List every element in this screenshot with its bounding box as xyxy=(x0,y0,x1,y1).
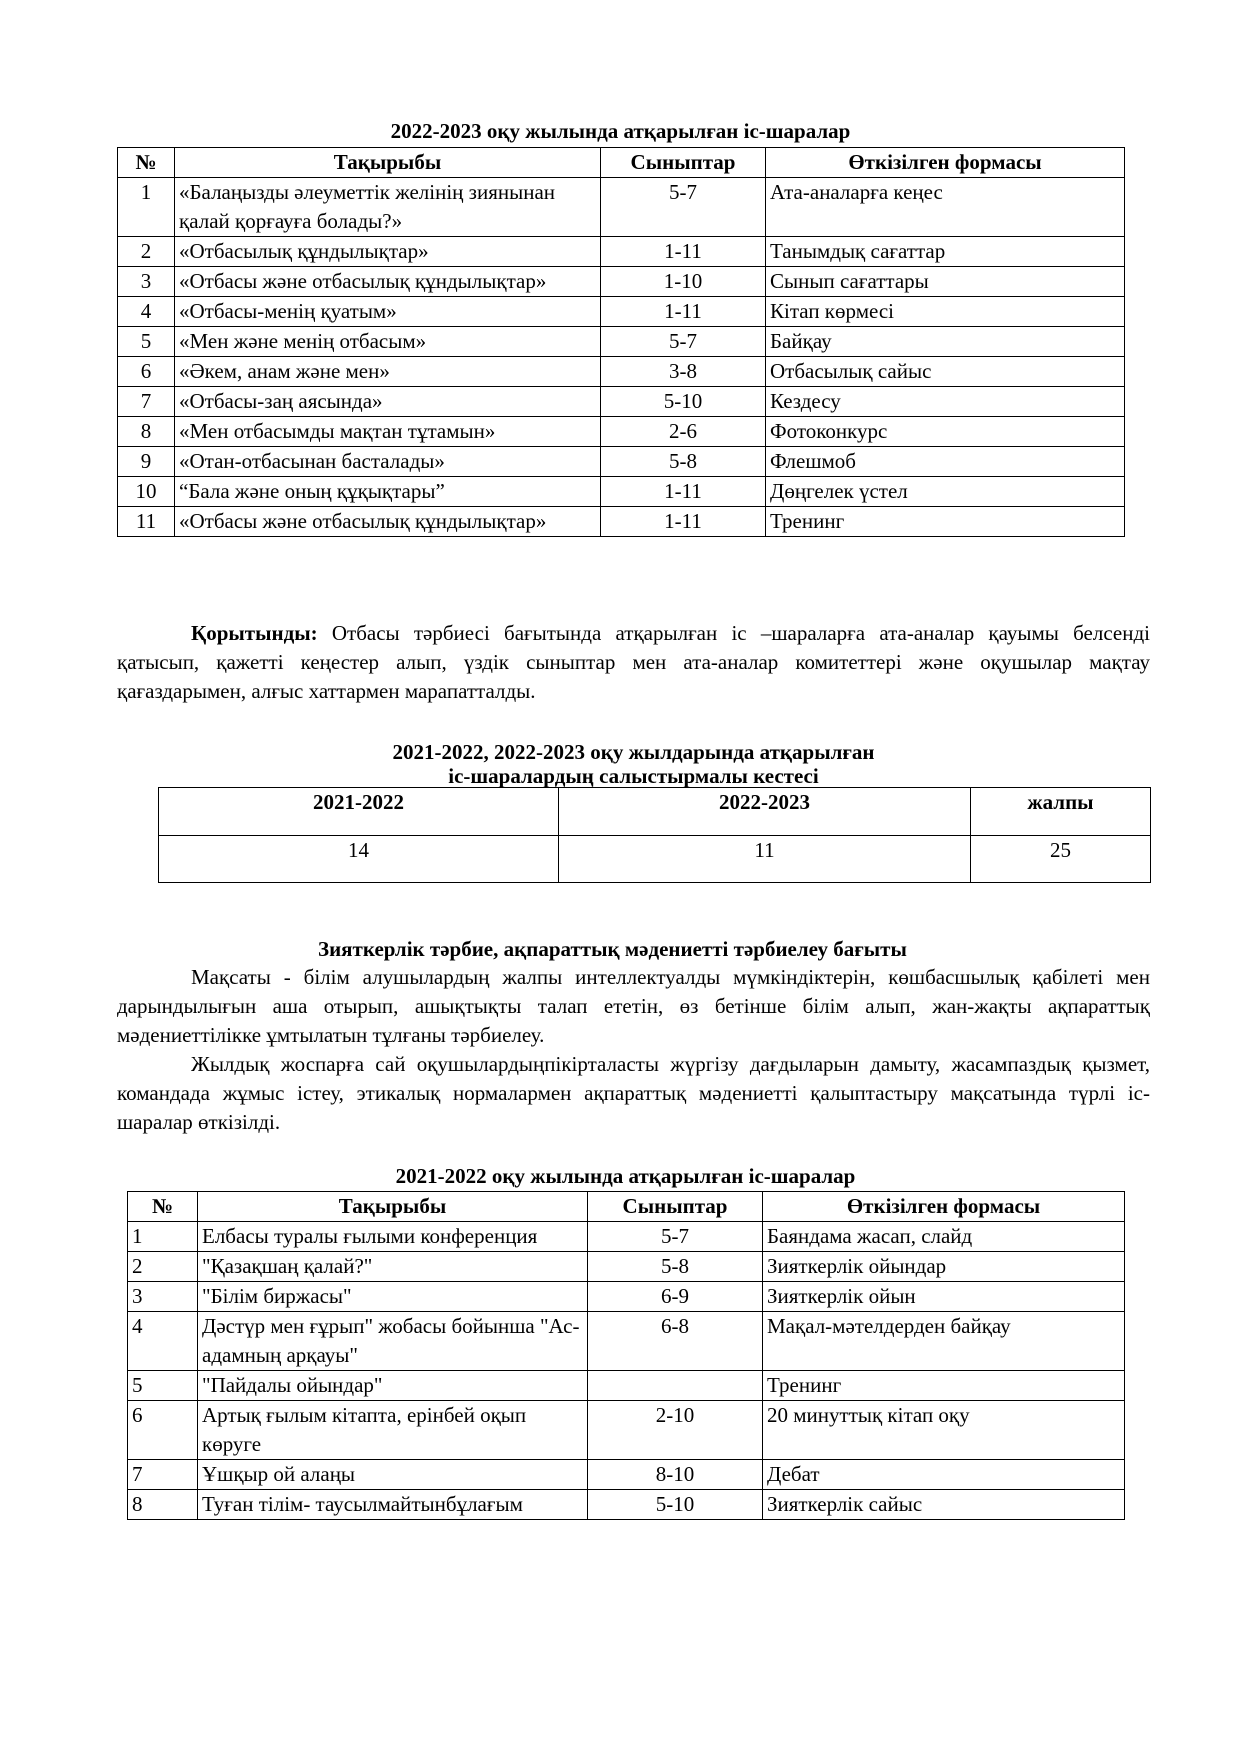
col-topic: Тақырыбы xyxy=(175,148,601,178)
row-form: Танымдық сағаттар xyxy=(766,237,1125,267)
table-row xyxy=(118,477,1125,507)
row-number: 3 xyxy=(128,1282,198,1312)
row-number: 2 xyxy=(128,1252,198,1282)
row-form: Зияткерлік ойындар xyxy=(763,1252,1125,1282)
row-topic: «Отбасы-заң аясында» xyxy=(175,387,601,417)
row-classes: 6-8 xyxy=(588,1312,763,1371)
table2-title-line1: 2021-2022, 2022-2023 оқу жылдарында атқарылған xyxy=(392,740,875,764)
row-number: 3 xyxy=(118,267,175,297)
row-form: Дебат xyxy=(763,1460,1125,1490)
col-classes: Сыныптар xyxy=(601,148,766,178)
row-topic: «Отбасы және отбасылық құндылықтар» xyxy=(175,267,601,297)
row-number: 4 xyxy=(118,297,175,327)
row-number: 4 xyxy=(128,1312,198,1371)
table3-title: 2021-2022 оқу жылында атқарылған іс-шаралар xyxy=(395,1164,856,1188)
row-number: 10 xyxy=(118,477,175,507)
table-row xyxy=(128,1282,1125,1312)
section-paragraph-2: Жылдық жоспарға сай оқушылардыңпікірталасты жүргізу дағдыларын дамыту, жасампаздық қызмет, командада жұмыс істеу, этикалық нормалармен ақпараттық мәдениетті қалыптастыру мақсатында түрлі іс-шаралар өткізілді. xyxy=(117,1052,1150,1134)
row-form: Тренинг xyxy=(763,1371,1125,1401)
row-topic: Ұшқыр ой алаңы xyxy=(198,1460,588,1490)
col-topic: Тақырыбы xyxy=(198,1192,588,1222)
table2-title-line2: іс-шаралардың салыстырмалы кестесі xyxy=(448,764,819,788)
row-classes: 5-7 xyxy=(601,327,766,357)
row-topic: «Отан-отбасынан басталады» xyxy=(175,447,601,477)
row-number: 6 xyxy=(128,1401,198,1460)
row-number: 7 xyxy=(118,387,175,417)
table-row xyxy=(128,1490,1125,1520)
section-heading: Зияткерлік тәрбие, ақпараттық мәдениетті тәрбиелеу бағыты xyxy=(318,937,907,961)
row-form: Кітап көрмесі xyxy=(766,297,1125,327)
value-total: 25 xyxy=(971,836,1151,883)
row-classes: 2-10 xyxy=(588,1401,763,1460)
row-topic: «Балаңызды әлеуметтік желінің зиянынан қалай қорғауға болады?» xyxy=(175,178,601,237)
row-classes: 5-7 xyxy=(601,178,766,237)
table-row xyxy=(159,836,1151,883)
conclusion-text: Отбасы тәрбиесі бағытында атқарылған іс –шараларға ата-аналар қауымы белсенді қатысып, қажетті кеңестер алып, үздік сыныптар мен ата-аналар комитеттері және оқушылар мақтау қағаздарымен, алғыс хаттармен марапатталды. xyxy=(117,621,1150,703)
table-row xyxy=(118,447,1125,477)
row-classes: 5-10 xyxy=(588,1490,763,1520)
row-topic: «Мен отбасымды мақтан тұтамын» xyxy=(175,417,601,447)
table-header-row xyxy=(128,1192,1125,1222)
table-row xyxy=(128,1460,1125,1490)
table-row xyxy=(118,267,1125,297)
row-form: Зияткерлік ойын xyxy=(763,1282,1125,1312)
col-total: жалпы xyxy=(971,788,1151,836)
row-number: 5 xyxy=(118,327,175,357)
row-classes: 5-10 xyxy=(601,387,766,417)
row-form: Тренинг xyxy=(766,507,1125,537)
activities-table-2021-2022 xyxy=(127,1191,1125,1520)
row-topic: "Пайдалы ойындар" xyxy=(198,1371,588,1401)
row-form: Баяндама жасап, слайд xyxy=(763,1222,1125,1252)
col-2022-2023: 2022-2023 xyxy=(559,788,971,836)
table-row xyxy=(128,1312,1125,1371)
table-row xyxy=(118,387,1125,417)
row-classes: 5-8 xyxy=(601,447,766,477)
row-form: Мақал-мәтелдерден байқау xyxy=(763,1312,1125,1371)
table-row xyxy=(128,1371,1125,1401)
row-topic: Дәстүр мен ғұрып" жобасы бойынша "Ас-адамның арқауы" xyxy=(198,1312,588,1371)
row-classes: 3-8 xyxy=(601,357,766,387)
row-classes: 1-11 xyxy=(601,237,766,267)
table1-title: 2022-2023 оқу жылында атқарылған іс-шаралар xyxy=(390,119,851,143)
row-classes: 2-6 xyxy=(601,417,766,447)
row-classes: 6-9 xyxy=(588,1282,763,1312)
row-form: 20 минуттық кітап оқу xyxy=(763,1401,1125,1460)
row-classes: 5-7 xyxy=(588,1222,763,1252)
table-row xyxy=(118,327,1125,357)
row-classes: 1-11 xyxy=(601,297,766,327)
conclusion-paragraph xyxy=(117,619,1150,706)
table-row xyxy=(118,357,1125,387)
row-topic: «Отбасы-менің қуатым» xyxy=(175,297,601,327)
row-topic: "Қазақшаң қалай?" xyxy=(198,1252,588,1282)
conclusion-label: Қорытынды: xyxy=(191,621,318,645)
col-number: № xyxy=(128,1192,198,1222)
row-form: Сынып сағаттары xyxy=(766,267,1125,297)
row-number: 1 xyxy=(118,178,175,237)
row-classes: 5-8 xyxy=(588,1252,763,1282)
value-2021-2022: 14 xyxy=(159,836,559,883)
row-topic: «Мен және менің отбасым» xyxy=(175,327,601,357)
row-classes: 8-10 xyxy=(588,1460,763,1490)
table-row xyxy=(128,1252,1125,1282)
row-topic: "Білім биржасы" xyxy=(198,1282,588,1312)
row-classes: 1-11 xyxy=(601,477,766,507)
row-form: Зияткерлік сайыс xyxy=(763,1490,1125,1520)
section-paragraph-1: Мақсаты - білім алушылардың жалпы интеллектуалды мүмкіндіктерін, көшбасшылық қабілеті мен дарындылығын аша отырып, ашықтықты талап ететін, өз бетінше білім алып, жан-жақты ақпараттық мәдениеттілікке ұмтылатын тұлғаны тәрбиелеу. xyxy=(117,965,1150,1047)
row-classes: 1-10 xyxy=(601,267,766,297)
value-2022-2023: 11 xyxy=(559,836,971,883)
col-number: № xyxy=(118,148,175,178)
row-topic: Артық ғылым кітапта, ерінбей оқып көруге xyxy=(198,1401,588,1460)
row-form: Байқау xyxy=(766,327,1125,357)
table-row xyxy=(118,417,1125,447)
col-2021-2022: 2021-2022 xyxy=(159,788,559,836)
row-topic: «Әкем, анам және мен» xyxy=(175,357,601,387)
table-row xyxy=(118,297,1125,327)
row-topic: “Бала және оның құқықтары” xyxy=(175,477,601,507)
col-form: Өткізілген формасы xyxy=(766,148,1125,178)
row-number: 5 xyxy=(128,1371,198,1401)
row-number: 7 xyxy=(128,1460,198,1490)
row-topic: Туған тілім- таусылмайтынбұлағым xyxy=(198,1490,588,1520)
row-number: 8 xyxy=(128,1490,198,1520)
row-number: 9 xyxy=(118,447,175,477)
row-form: Кездесу xyxy=(766,387,1125,417)
row-form: Отбасылық сайыс xyxy=(766,357,1125,387)
comparison-table xyxy=(158,787,1151,883)
row-topic: «Отбасылық құндылықтар» xyxy=(175,237,601,267)
row-form: Флешмоб xyxy=(766,447,1125,477)
row-topic: «Отбасы және отбасылық құндылықтар» xyxy=(175,507,601,537)
row-topic: Елбасы туралы ғылыми конференция xyxy=(198,1222,588,1252)
table-row xyxy=(118,237,1125,267)
row-number: 1 xyxy=(128,1222,198,1252)
table-row xyxy=(118,178,1125,237)
table-header-row xyxy=(159,788,1151,836)
table-row xyxy=(118,507,1125,537)
row-classes: 1-11 xyxy=(601,507,766,537)
col-classes: Сыныптар xyxy=(588,1192,763,1222)
row-number: 6 xyxy=(118,357,175,387)
activities-table-2022-2023 xyxy=(117,147,1125,537)
table-row xyxy=(128,1222,1125,1252)
table-row xyxy=(128,1401,1125,1460)
row-form: Дөңгелек үстел xyxy=(766,477,1125,507)
row-number: 2 xyxy=(118,237,175,267)
row-number: 11 xyxy=(118,507,175,537)
col-form: Өткізілген формасы xyxy=(763,1192,1125,1222)
row-number: 8 xyxy=(118,417,175,447)
row-classes xyxy=(588,1371,763,1401)
row-form: Фотоконкурс xyxy=(766,417,1125,447)
table-header-row xyxy=(118,148,1125,178)
row-form: Ата-аналарға кеңес xyxy=(766,178,1125,237)
